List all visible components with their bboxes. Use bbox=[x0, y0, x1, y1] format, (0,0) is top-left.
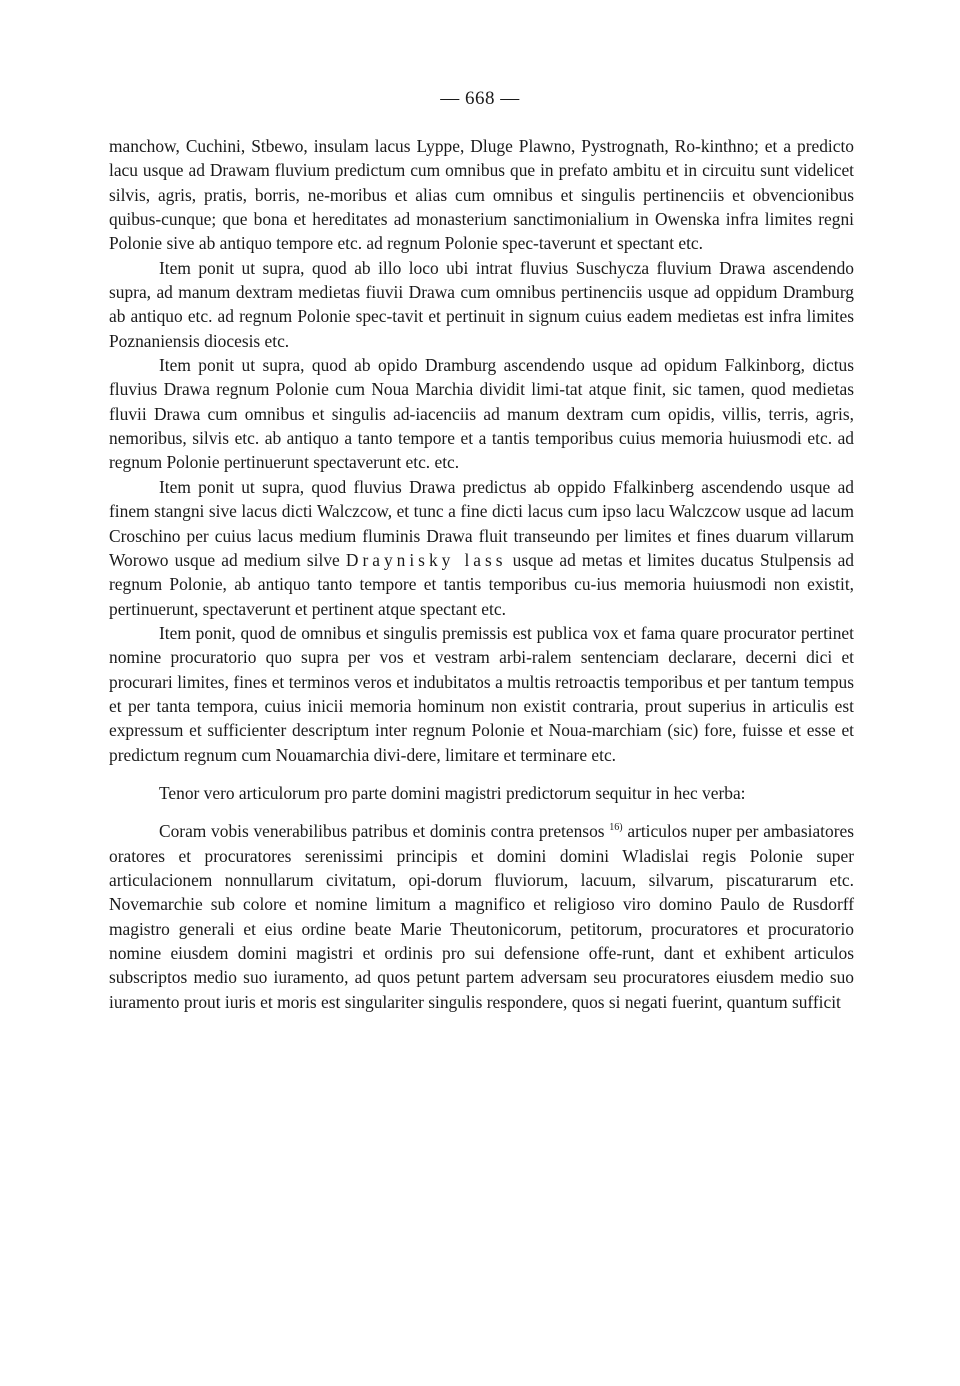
paragraph-4-text-a: Item ponit ut supra, quod fluvius Drawa predictus ab oppido Ffalkinberg ascendendo usque ad finem stangni sive lacus dicti Walczcow, et tunc a fine dicti lacus cum ipso lacu Walczcow usque ad lacum Croschino per cuius lacus medium fluminis Drawa fluit transeundo per limites et fines duarum villarum Worowo usque ad medium silve bbox=[109, 476, 854, 570]
paragraph-1: manchow, Cuchini, Stbewo, insulam lacus Lyppe, Dluge Plawno, Pystrognath, Ro-kinthno; et a predicto lacu usque ad Drawam fluvium predictum cum omnibus que in prefato ambitu et in circuitu sunt videlicet silvis, agris, pratis, borris, ne-moribus et alias cum omnibus et singulis pertinenciis et obvencionibus quibus-cunque; que bona et hereditates ad monasterium sanctimonialium in Owenska infra limites regni Polonie sive ab antiquo tempore etc. ad regnum Polonie spec-taverunt et spectant etc. bbox=[109, 136, 854, 254]
spaced-placename: Draynisky lass bbox=[345, 549, 507, 570]
paragraph-7-text-a: Coram vobis venerabilibus patribus et dominis contra pretensos bbox=[159, 821, 605, 842]
paragraph-3: Item ponit ut supra, quod ab opido Dramburg ascendendo usque ad opidum Falkinborg, dictus fluvius Drawa regnum Polonie cum Noua Marchia dividit limi-tat atque finit, sic tamen, quod medietas fluvii Drawa cum omnibus et singulis ad-iacenciis ad manum dextram cum opidis, villis, terris, agris, nemoribus, silvis etc. ab antiquo a tanto tempore et a tantis temporibus cuius memoria huiusmodi etc. ad regnum Polonie pertinuerunt spectaverunt etc. etc. bbox=[109, 355, 854, 473]
paragraph-7 bbox=[109, 819, 854, 1014]
paragraph-5: Item ponit, quod de omnibus et singulis premissis est publica vox et fama quare procurator pertinet nomine procuratorio quo supra per vos et vestram arbi-ralem sentenciam declarare, decerni dici et procurari limites, fines et terminos veros et indubitatos a multis retroactis temporibus et per tantum tempus et per tanta tempora, cuius inicii memoria hominum non existit contraria, prout superius in articulis est expressum et sufficienter descriptum inter regnum Polonie et Noua-marchiam (sic) fore, fuisse et esse et predictum regnum cum Nouamarchia divi-dere, limitare et terminare etc. bbox=[109, 622, 854, 765]
footnote-marker: 16) bbox=[609, 822, 623, 834]
document-body bbox=[109, 134, 854, 1014]
paragraph-4-text-b: usque ad metas et limites ducatus Stulpensis ad regnum Polonie, ab antiquo tanto tempore et tantis temporibus cu-ius memoria huiusmodi non existit, pertinuerunt, spectaverunt et pertinent atque spectant etc. bbox=[109, 549, 854, 619]
paragraph-6: Tenor vero articulorum pro parte domini magistri predictorum sequitur in hec verba: bbox=[159, 782, 746, 803]
paragraph-2: Item ponit ut supra, quod ab illo loco ubi intrat fluvius Suschycza fluvium Drawa ascendendo supra, ad manum dextram medietas fiuvii Drawa cum omnibus pertinenciis usque ad oppidum Dramburg ab antiquo etc. ad regnum Polonie spec-tavit et pertinuit in signum cuius eadem medietas est infra limites Poznaniensis diocesis etc. bbox=[109, 257, 854, 351]
page-number: — 668 — bbox=[440, 88, 520, 109]
paragraph-7-text-b: articulos nuper per ambasiatores oratores et procuratores serenissimi principis et domini domini Wladislai regis Polonie super articulacionem nonnullarum civitatum, opi-dorum fluviorum, lacuum, silvarum, piscaturarum etc. Novemarchie sub colore et nomine limitum a magnifico et religioso viro domino Paulo de Rusdorff magistro generali et eius ordine beate Marie Theutonicorum, petitorum, procuratores et procuratorio nomine eiusdem domini magistri et ordinis pro sui defensione offe-runt, dant et exhibent articulos subscriptos medio suo iuramento, ad quos petunt partem adversam seu procuratores eiusdem medio suo iuramento prout iuris et moris est singulariter singulis respondere, quos si negati fuerint, quantum sufficit bbox=[109, 821, 854, 1012]
paragraph-4 bbox=[109, 475, 854, 621]
